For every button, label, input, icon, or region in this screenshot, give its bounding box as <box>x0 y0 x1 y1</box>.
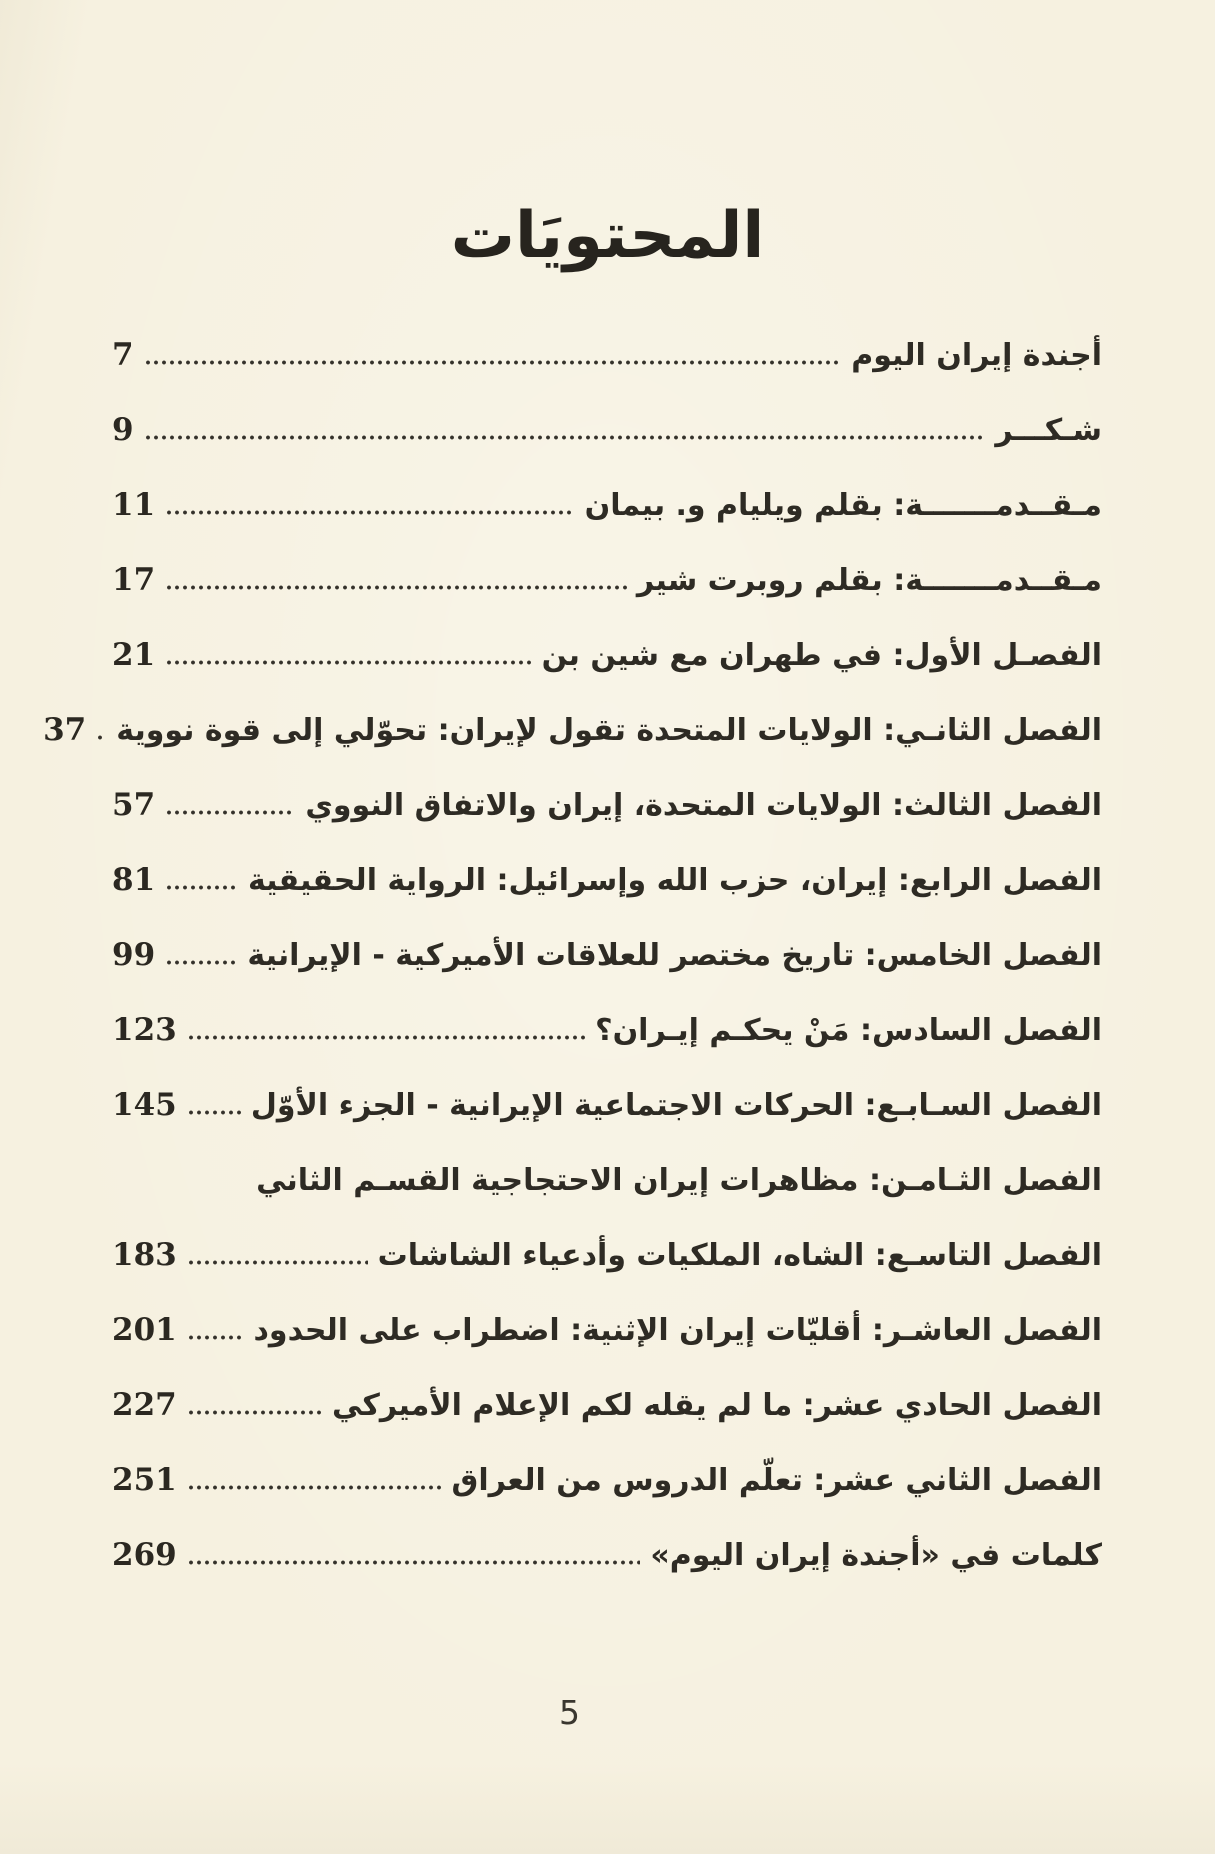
dotted-leader <box>165 810 295 815</box>
toc-entry <box>112 336 1102 411</box>
toc-entry <box>112 1536 1102 1611</box>
toc-entry-page-number: 81 <box>112 862 156 898</box>
toc-entry-page-number: 99 <box>112 937 156 973</box>
toc-entry <box>112 486 1102 561</box>
toc-entry-label: الفصل التاسـع: الشاه، الملكيات وأدعياء الشاشات <box>377 1238 1102 1273</box>
dotted-leader <box>165 585 627 590</box>
toc-entry-page-number: 123 <box>112 1012 177 1048</box>
dotted-leader <box>187 1410 322 1415</box>
toc-entry-label: مـقــدمـــــــة: بقلم ويليام و. بيمان <box>584 488 1102 523</box>
dotted-leader <box>165 510 574 515</box>
toc-entry <box>112 411 1102 486</box>
dotted-leader <box>187 1035 585 1040</box>
dotted-leader <box>165 960 237 965</box>
toc-entry-label: شـكـــر <box>995 413 1102 448</box>
toc-entry-label: الفصل السادس: مَنْ يحكـم إيـران؟ <box>595 1013 1102 1048</box>
toc-entry-page-number: 269 <box>112 1537 177 1573</box>
toc-entry-label: الفصل الثانـي: الولايات المتحدة تقول لإيران: تحوّلي إلى قوة نووية <box>116 713 1102 748</box>
toc-entry-label: الفصل الحادي عشر: ما لم يقله لكم الإعلام الأميركي <box>332 1388 1102 1423</box>
toc-entry <box>112 636 1102 711</box>
dotted-leader <box>165 660 531 665</box>
toc-entry <box>112 1161 1102 1236</box>
toc-entry-label: الفصل السـابـع: الحركات الاجتماعية الإيرانية - الجزء الأوّل <box>250 1088 1102 1123</box>
dotted-leader <box>187 1110 241 1115</box>
toc-entry-label: الفصل الخامس: تاريخ مختصر للعلاقات الأميركية - الإيرانية <box>247 938 1102 973</box>
dotted-leader <box>144 360 842 365</box>
toc-entry <box>112 1386 1102 1461</box>
page-title: المحتويَات <box>450 199 765 273</box>
toc-entry-label: أجندة إيران اليوم <box>851 338 1102 373</box>
toc-entry-label: الفصل الثـامـن: مظاهرات إيران الاحتجاجية القسـم الثاني <box>256 1163 1102 1198</box>
toc-entry-page-number: 11 <box>112 487 156 523</box>
toc-entry <box>112 1461 1102 1536</box>
toc-entry-page-number: 251 <box>112 1462 177 1498</box>
toc-entry-label: الفصل الثالث: الولايات المتحدة، إيران والاتفاق النووي <box>305 788 1102 823</box>
toc-entry-page-number: 57 <box>112 787 156 823</box>
dotted-leader <box>187 1560 641 1565</box>
dotted-leader <box>187 1335 244 1340</box>
toc-entry-page-number: 21 <box>112 637 156 673</box>
toc-entry <box>112 1011 1102 1086</box>
dotted-leader <box>96 735 106 740</box>
toc-entry <box>112 1311 1102 1386</box>
toc-entry-page-number: 145 <box>112 1087 177 1123</box>
toc-entry <box>112 786 1102 861</box>
toc-entry-label: الفصل الثاني عشر: تعلّم الدروس من العراق <box>451 1463 1102 1498</box>
toc-entry <box>112 1236 1102 1311</box>
page-number: 5 <box>559 1693 581 1732</box>
toc-entry-page-number: 183 <box>112 1237 177 1273</box>
toc-entry <box>112 861 1102 936</box>
toc-entry-page-number: 37 <box>43 712 87 748</box>
toc-list <box>43 336 1102 1611</box>
dotted-leader <box>187 1260 368 1265</box>
toc-entry-label: الفصـل الأول: في طهران مع شين بن <box>541 638 1102 673</box>
toc-entry <box>112 936 1102 1011</box>
toc-entry-page-number: 17 <box>112 562 156 598</box>
toc-entry-label: الفصل العاشـر: أقليّات إيران الإثنية: اضطراب على الحدود <box>253 1313 1102 1348</box>
toc-entry-label: كلمات في «أجندة إيران اليوم» <box>650 1538 1102 1573</box>
toc-entry-page-number: 7 <box>112 337 134 373</box>
dotted-leader <box>165 885 238 890</box>
toc-entry-page-number: 201 <box>112 1312 177 1348</box>
toc-entry-label: مـقــدمـــــــة: بقلم روبرت شير <box>636 563 1102 598</box>
dotted-leader <box>144 435 986 440</box>
toc-entry <box>112 561 1102 636</box>
toc-entry-page-number: 227 <box>112 1387 177 1423</box>
toc-entry <box>43 711 1102 786</box>
dotted-leader <box>187 1485 442 1490</box>
toc-entry-page-number: 9 <box>112 412 134 448</box>
toc-entry-label: الفصل الرابع: إيران، حزب الله وإسرائيل: الرواية الحقيقية <box>247 863 1102 898</box>
toc-entry <box>112 1086 1102 1161</box>
